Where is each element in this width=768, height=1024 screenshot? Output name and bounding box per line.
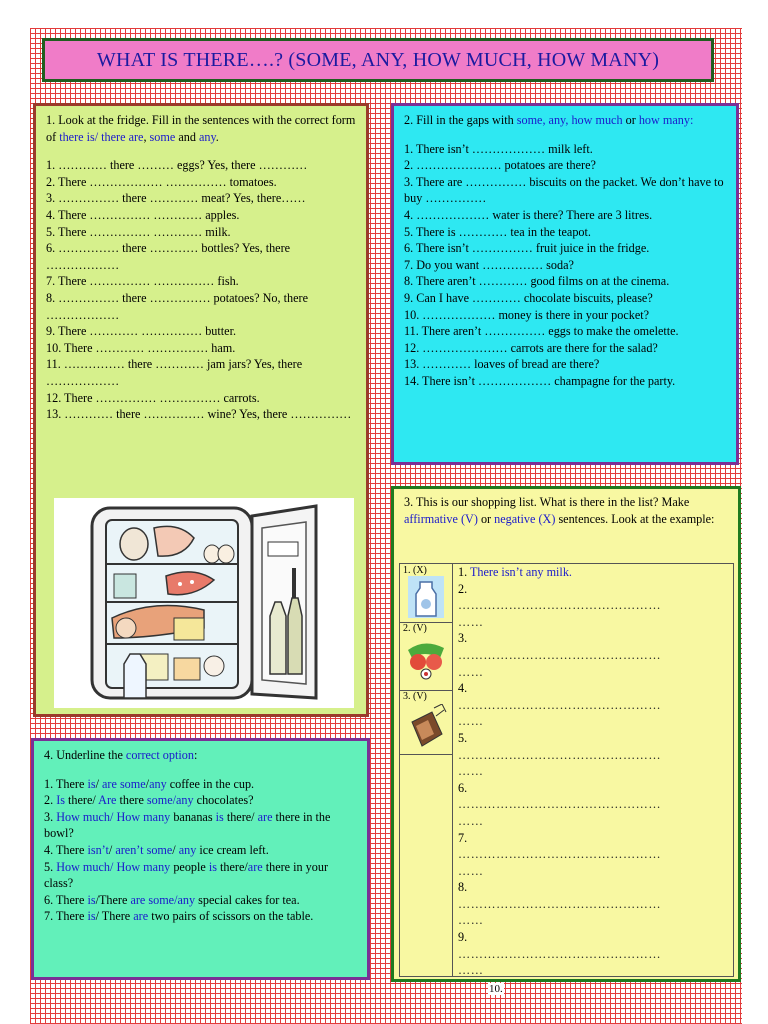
instruction-highlight: negative (X) bbox=[494, 511, 556, 526]
answer-number: 8. bbox=[458, 880, 468, 895]
sentence-text: there in your class? bbox=[44, 859, 329, 891]
fridge-illustration bbox=[54, 498, 354, 708]
sentence-text: people bbox=[170, 859, 209, 874]
exercise-1-line: 11. …………… there ………… jam jars? Yes, there ……………… bbox=[46, 357, 303, 388]
instruction-text: 2. Fill in the gaps with bbox=[404, 113, 517, 127]
exercise-1-line: 5. There …………… ………… milk. bbox=[46, 224, 231, 239]
exercise-3-instructions bbox=[404, 494, 728, 527]
option-word[interactable]: are some bbox=[102, 776, 146, 791]
answer-dots: …… bbox=[458, 764, 484, 779]
exercise-2-instructions bbox=[404, 112, 726, 129]
shopping-item-label: 1. (X) bbox=[403, 565, 427, 576]
option-word[interactable]: are bbox=[133, 909, 149, 924]
answer-dots: …… bbox=[458, 614, 484, 629]
answer-dots: ………………………………………… bbox=[458, 797, 661, 812]
exercise-2-line: 11. There aren’t …………… eggs to make the omelette. bbox=[404, 324, 679, 339]
sentence-text: / bbox=[172, 842, 179, 857]
exercise-2-line: 14. There isn’t ……………… champagne for the party. bbox=[404, 373, 676, 388]
instruction-highlight: there is/ there are bbox=[59, 129, 144, 144]
sentence-text: 7. There bbox=[44, 909, 88, 924]
option-word[interactable]: Are bbox=[98, 793, 117, 808]
instruction-text: or bbox=[622, 113, 639, 127]
answer-dots: ………………………………………… bbox=[458, 747, 661, 762]
exercise-1-line: 12. There …………… …………… carrots. bbox=[46, 390, 260, 405]
exercise-4-sentence bbox=[44, 809, 357, 842]
answer-dots: ………………………………………… bbox=[458, 647, 661, 662]
instruction-highlight: some bbox=[149, 129, 176, 144]
answer-number: 7. bbox=[458, 830, 468, 845]
instruction-text: . bbox=[215, 129, 219, 144]
option-word[interactable]: Is bbox=[56, 793, 65, 808]
shopping-item-label: 2. (V) bbox=[403, 623, 427, 634]
exercise-1-line: 8. …………… there …………… potatoes? No, there ……………… bbox=[46, 290, 308, 322]
exercise-2-line: 9. Can I have ………… chocolate biscuits, please? bbox=[404, 290, 653, 305]
option-word[interactable]: is bbox=[87, 776, 96, 791]
option-word[interactable]: isn’t bbox=[87, 842, 109, 857]
exercise-2-line: 6. There isn’t …………… fruit juice in the fridge. bbox=[404, 241, 650, 256]
sentence-text: coffee in the cup. bbox=[166, 776, 255, 791]
sentence-text: there/ bbox=[65, 793, 99, 808]
sentence-text: 2. bbox=[44, 793, 57, 808]
exercise-2-panel bbox=[391, 103, 739, 465]
exercise-1-line: 10. There ………… …………… ham. bbox=[46, 340, 236, 355]
option-word[interactable]: are some/any bbox=[130, 892, 196, 907]
answer-dots: …… bbox=[458, 913, 484, 928]
exercise-2-line: 1. There isn’t ……………… milk left. bbox=[404, 141, 593, 156]
option-word[interactable]: are bbox=[257, 809, 273, 824]
option-word[interactable]: aren’t some bbox=[115, 842, 173, 857]
exercise-2-line: 12. ………………… carrots are there for the salad? bbox=[404, 340, 658, 355]
answer-dots: …… bbox=[458, 863, 484, 878]
answer-dots: ………………………………………… bbox=[458, 946, 661, 961]
answer-number: 4. bbox=[458, 681, 468, 696]
option-word[interactable]: any bbox=[149, 776, 167, 791]
sentence-text: there bbox=[116, 793, 147, 808]
answer-dots: ………………………………………… bbox=[458, 598, 661, 613]
exercise-1-instructions bbox=[46, 112, 356, 145]
exercise-1-line: 4. There …………… ………… apples. bbox=[46, 207, 240, 222]
sentence-text: special cakes for tea. bbox=[195, 892, 300, 907]
exercise-2-line: 3. There are …………… biscuits on the packet. We don’t have to buy …………… bbox=[404, 174, 724, 206]
exercise-1-line: 13. ………… there …………… wine? Yes, there …………… bbox=[46, 407, 352, 422]
sentence-text: ice cream left. bbox=[196, 842, 269, 857]
answer-dots: …… bbox=[458, 963, 484, 978]
answer-dots: …… bbox=[458, 714, 484, 729]
exercise-4-sentence bbox=[44, 776, 357, 793]
answer-dots: …… bbox=[458, 813, 484, 828]
option-word[interactable]: How much/ How many bbox=[56, 859, 171, 874]
exercise-1-line: 7. There …………… …………… fish. bbox=[46, 274, 239, 289]
exercise-2-line: 8. There aren’t ………… good films on at the cinema. bbox=[404, 274, 670, 289]
instruction-text: 1. Look at the fridge. Fill in the sentences with the correct form of bbox=[46, 113, 356, 144]
exercise-2-line: 13. ………… loaves of bread are there? bbox=[404, 357, 600, 372]
shopping-list-table bbox=[399, 563, 734, 977]
example-answer: There isn’t any milk. bbox=[469, 565, 572, 579]
milk-bottle-icon bbox=[408, 576, 444, 618]
answer-dots: ………………………………………… bbox=[458, 697, 661, 712]
instruction-highlight: some, any, how much bbox=[516, 113, 623, 127]
exercise-1-panel bbox=[33, 103, 369, 717]
instruction-highlight: affirmative (V) bbox=[404, 511, 478, 526]
exercise-2-line: 5. There is ………… tea in the teapot. bbox=[404, 224, 591, 239]
sentence-text: 3. bbox=[44, 809, 57, 824]
exercise-4-sentence bbox=[44, 859, 357, 892]
exercise-4-sentence bbox=[44, 842, 357, 859]
option-word[interactable]: are bbox=[247, 859, 263, 874]
instruction-highlight: any bbox=[198, 129, 216, 144]
answer-number: 2. bbox=[458, 581, 468, 596]
answer-dots: ………………………………………… bbox=[458, 896, 661, 911]
option-word[interactable]: How much/ How many bbox=[56, 809, 171, 824]
answer-number: 3. bbox=[458, 631, 468, 646]
exercise-4-sentence bbox=[44, 792, 357, 809]
shopping-item bbox=[400, 564, 452, 623]
option-word[interactable]: some/any bbox=[146, 793, 194, 808]
shopping-item bbox=[400, 622, 452, 691]
instruction-highlight: how many: bbox=[638, 113, 694, 127]
sentence-text: two pairs of scissors on the table. bbox=[148, 909, 314, 924]
fridge-icon bbox=[54, 498, 354, 708]
exercise-1-line: 1. ………… there ……… eggs? Yes, there ………… bbox=[46, 158, 308, 173]
sentence-text: 4. There bbox=[44, 842, 88, 857]
sentence-text: /There bbox=[95, 892, 131, 907]
instruction-text: : bbox=[193, 748, 198, 762]
option-word[interactable]: is bbox=[215, 809, 224, 824]
option-word[interactable]: is bbox=[87, 892, 96, 907]
answer-number: 9. bbox=[458, 930, 468, 945]
exercise-4-panel bbox=[31, 738, 370, 980]
instruction-text: 4. Underline the bbox=[44, 748, 126, 762]
option-word[interactable]: is bbox=[208, 859, 217, 874]
sentence-text: / bbox=[95, 776, 103, 791]
answer-number: 1. bbox=[458, 565, 468, 579]
exercise-1-line: 6. …………… there ………… bottles? Yes, there ……………… bbox=[46, 241, 291, 272]
answer-dots: ………………………………………… bbox=[458, 847, 661, 862]
exercise-4-sentence bbox=[44, 892, 357, 909]
sentence-text: there in the bowl? bbox=[44, 809, 331, 841]
shopping-items-column bbox=[400, 564, 453, 976]
exercise-1-line: 2. There ……………… …………… tomatoes. bbox=[46, 174, 277, 189]
instruction-text: sentences. Look at the example: bbox=[555, 511, 715, 526]
exercise-3-panel bbox=[391, 486, 741, 982]
answer-number: 6. bbox=[458, 780, 468, 795]
sentence-text: 6. There bbox=[44, 892, 88, 907]
exercise-1-line: 3. …………… there ………… meat? Yes, there…… bbox=[46, 191, 306, 206]
sentence-text: 5. bbox=[44, 859, 57, 874]
answer-dots: …… bbox=[458, 664, 484, 679]
sentence-text: there/ bbox=[223, 809, 258, 824]
sentence-text: / There bbox=[95, 909, 134, 924]
exercise-2-line: 2. ………………… potatoes are there? bbox=[404, 158, 596, 173]
sentence-text: / bbox=[108, 842, 116, 857]
shopping-item-label: 3. (V) bbox=[403, 691, 427, 702]
sentence-text: 1. There bbox=[44, 776, 88, 791]
chocolate-icon bbox=[406, 704, 448, 750]
instruction-text: or bbox=[477, 511, 495, 526]
exercise-4-sentence bbox=[44, 908, 357, 925]
instruction-text: , bbox=[143, 129, 150, 144]
sentence-text: there/ bbox=[217, 859, 248, 874]
sentence-text: / bbox=[145, 776, 150, 791]
exercise-2-line: 4. ……………… water is there? There are 3 litres. bbox=[404, 207, 653, 222]
answer-number: 5. bbox=[458, 730, 468, 745]
shopping-item bbox=[400, 690, 452, 755]
instruction-highlight: correct option bbox=[125, 748, 194, 762]
shopping-answers-column bbox=[458, 564, 729, 979]
answer-line-1 bbox=[458, 564, 729, 581]
apples-icon bbox=[404, 636, 448, 684]
option-word[interactable]: is bbox=[87, 909, 96, 924]
exercise-2-line: 10. ……………… money is there in your pocket? bbox=[404, 307, 650, 322]
exercise-2-line: 7. Do you want …………… soda? bbox=[404, 257, 574, 272]
sentence-text: chocolates? bbox=[193, 793, 254, 808]
exercise-4-instructions bbox=[44, 747, 357, 764]
page-number: 10. bbox=[489, 983, 503, 995]
option-word[interactable]: any bbox=[178, 842, 197, 857]
exercise-1-line: 9. There ………… …………… butter. bbox=[46, 324, 237, 339]
instruction-text: 3. This is our shopping list. What is there in the list? Make bbox=[404, 495, 690, 509]
page-title: WHAT IS THERE….? (SOME, ANY, HOW MUCH, HOW MANY) bbox=[42, 38, 714, 82]
sentence-text: bananas bbox=[170, 809, 216, 824]
instruction-text: and bbox=[175, 129, 199, 144]
